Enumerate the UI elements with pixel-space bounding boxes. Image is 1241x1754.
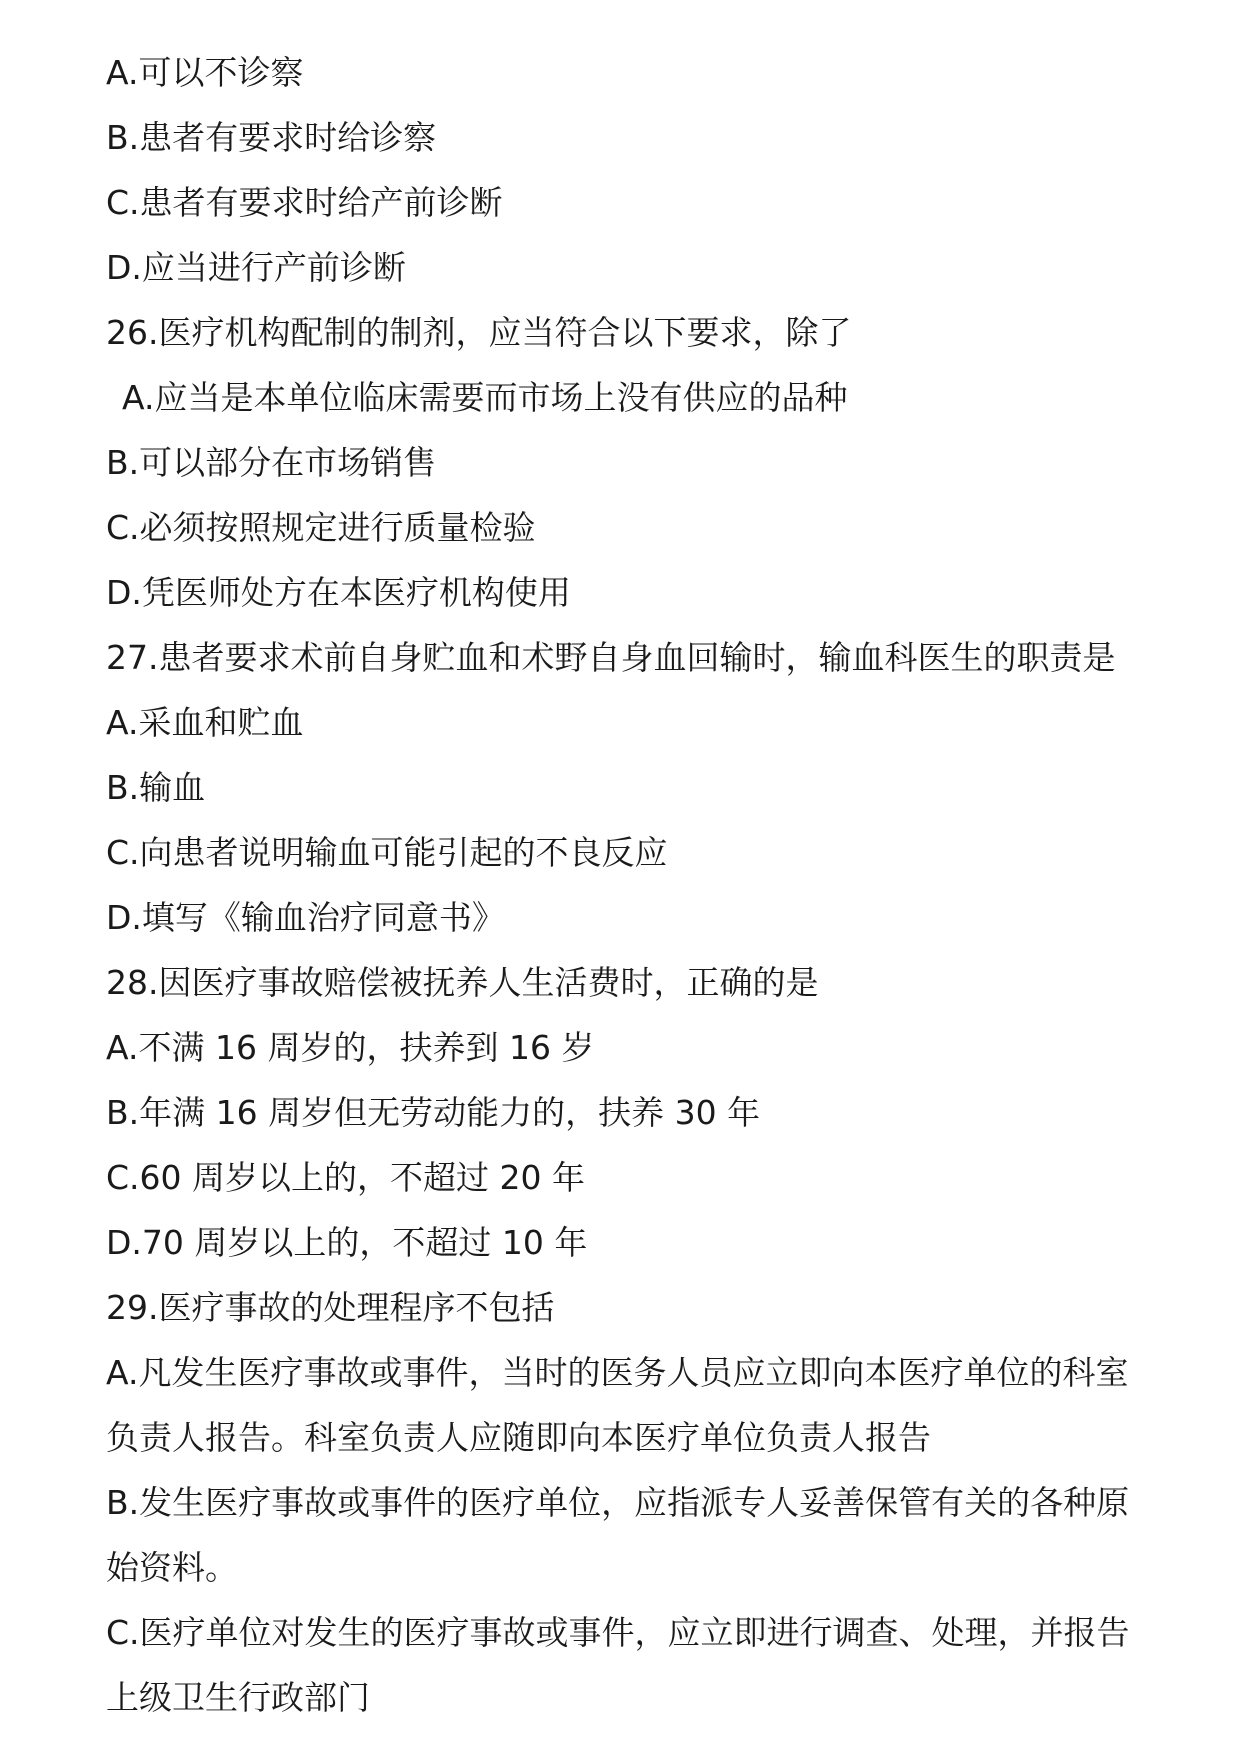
q27-option-b: B.输血 — [106, 768, 206, 807]
q27-option-c: C.向患者说明输血可能引起的不良反应 — [106, 833, 668, 872]
q28-option-a: A.不满 16 周岁的，扶养到 16 岁 — [106, 1028, 595, 1067]
q29-option-c-line1: C.医疗单位对发生的医疗事故或事件，应立即进行调查、处理，并报告 — [106, 1613, 1130, 1652]
q27-option-a: A.采血和贮血 — [106, 703, 304, 742]
q27-option-d: D.填写《输血治疗同意书》 — [106, 898, 505, 937]
q27-stem: 27.患者要求术前自身贮血和术野自身血回输时，输血科医生的职责是 — [106, 638, 1116, 677]
q26-option-d: D.凭医师处方在本医疗机构使用 — [106, 573, 571, 612]
q26-option-c: C.必须按照规定进行质量检验 — [106, 508, 536, 547]
q29-option-c-line2: 上级卫生行政部门 — [106, 1678, 370, 1717]
question-text-block — [106, 40, 1166, 1730]
q29-option-b-line1: B.发生医疗事故或事件的医疗单位，应指派专人妥善保管有关的各种原 — [106, 1483, 1130, 1522]
q29-option-a-line2: 负责人报告。科室负责人应随即向本医疗单位负责人报告 — [106, 1418, 931, 1457]
q28-option-b: B.年满 16 周岁但无劳动能力的，扶养 30 年 — [106, 1093, 761, 1132]
q25-option-a: A.可以不诊察 — [106, 53, 304, 92]
q29-option-a-line1: A.凡发生医疗事故或事件，当时的医务人员应立即向本医疗单位的科室 — [106, 1353, 1129, 1392]
q28-option-d: D.70 周岁以上的，不超过 10 年 — [106, 1223, 588, 1262]
q25-option-c: C.患者有要求时给产前诊断 — [106, 183, 503, 222]
q26-stem: 26.医疗机构配制的制剂，应当符合以下要求，除了 — [106, 313, 852, 352]
q26-option-a: A.应当是本单位临床需要而市场上没有供应的品种 — [122, 378, 848, 417]
q28-stem: 28.因医疗事故赔偿被抚养人生活费时，正确的是 — [106, 963, 819, 1002]
q25-option-b: B.患者有要求时给诊察 — [106, 118, 437, 157]
q28-option-c: C.60 周岁以上的，不超过 20 年 — [106, 1158, 585, 1197]
q29-stem: 29.医疗事故的处理程序不包括 — [106, 1288, 555, 1327]
q25-option-d: D.应当进行产前诊断 — [106, 248, 406, 287]
q29-option-b-line2: 始资料。 — [106, 1548, 238, 1587]
q26-option-b: B.可以部分在市场销售 — [106, 443, 437, 482]
